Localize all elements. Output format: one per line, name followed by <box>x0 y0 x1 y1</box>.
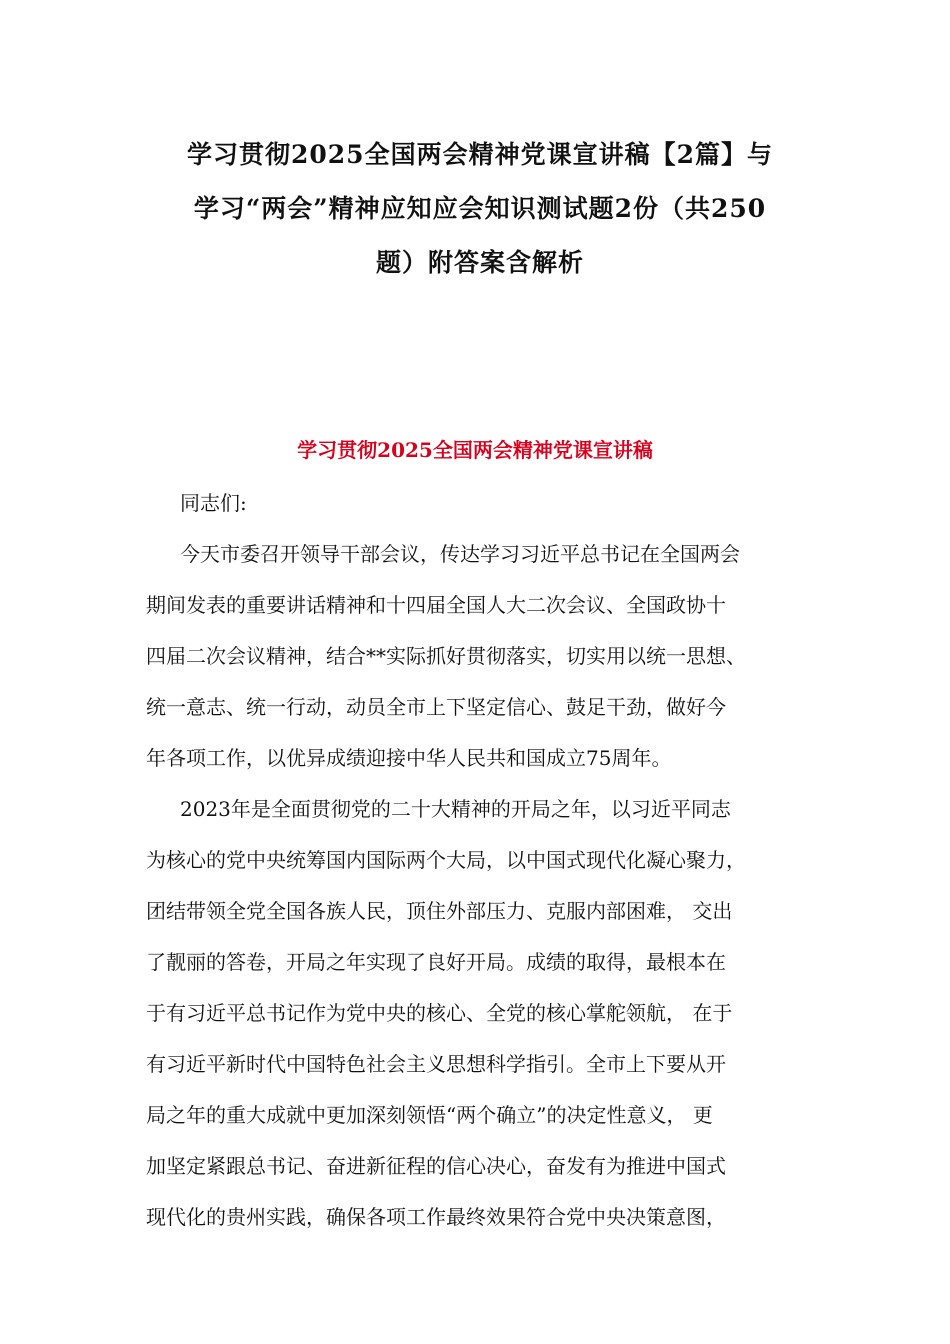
paragraph-2-line: 了靓丽的答卷，开局之年实现了良好开局。成绩的取得，最根本在 <box>146 950 726 974</box>
document-body <box>146 478 818 1243</box>
paragraph-1-line: 年各项工作，以优异成绩迎接中华人民共和国成立75周年。 <box>146 746 672 770</box>
section-title: 学习贯彻2025全国两会精神党课宣讲稿 <box>297 438 653 462</box>
paragraph-2 <box>146 784 818 1243</box>
paragraph-2-line: 为核心的党中央统筹国内国际两个大局，以中国式现代化凝心聚力， <box>146 848 746 872</box>
paragraph-1 <box>146 529 818 784</box>
paragraph-1-line: 统一意志、统一行动，动员全市上下坚定信心、鼓足干劲，做好今 <box>146 695 726 719</box>
paragraph-1-line: 四届二次会议精神，结合**实际抓好贯彻落实，切实用以统一思想、 <box>146 644 746 668</box>
paragraph-2-line: 2023年是全面贯彻党的二十大精神的开局之年，以习近平同志 <box>180 797 731 821</box>
main-title-line-2: 学习“两会”精神应知应会知识测试题2份（共250 <box>193 194 767 223</box>
paragraph-2-line: 团结带领全党全国各族人民，顶住外部压力、克服内部困难， 交出 <box>146 899 733 923</box>
paragraph-2-line: 有习近平新时代中国特色社会主义思想科学指引。全市上下要从开 <box>146 1052 726 1076</box>
main-title-line-3: 题）附答案含解析 <box>375 248 584 277</box>
paragraph-2-line: 于有习近平总书记作为党中央的核心、全党的核心掌舵领航， 在于 <box>146 1001 733 1025</box>
salutation: 同志们: <box>180 491 247 515</box>
paragraph-2-line: 局之年的重大成就中更加深刻领悟“两个确立”的决定性意义， 更 <box>146 1103 713 1127</box>
main-title-line-1: 学习贯彻2025全国两会精神党课宣讲稿【2篇】与 <box>187 140 773 169</box>
paragraph-1-line: 今天市委召开领导干部会议，传达学习习近平总书记在全国两会 <box>180 542 740 566</box>
paragraph-2-line: 现代化的贵州实践，确保各项工作最终效果符合党中央决策意图， <box>146 1205 726 1229</box>
document-main-title <box>140 128 820 290</box>
paragraph-2-line: 加坚定紧跟总书记、奋进新征程的信心决心，奋发有为推进中国式 <box>146 1154 726 1178</box>
paragraph-1-line: 期间发表的重要讲话精神和十四届全国人大二次会议、全国政协十 <box>146 593 726 617</box>
